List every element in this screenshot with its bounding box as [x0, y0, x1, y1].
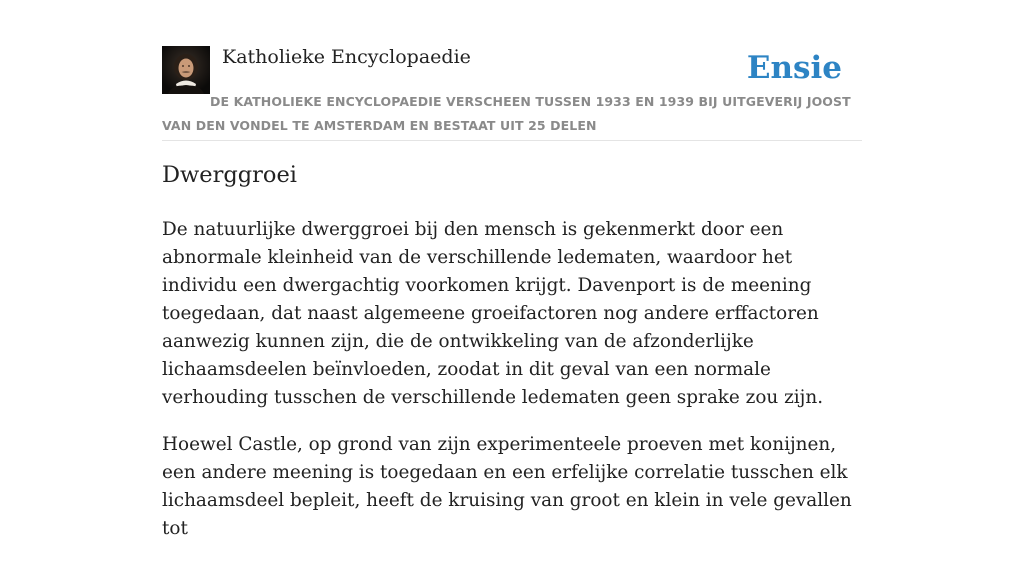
article-paragraph: Hoewel Castle, op grond van zijn experimenteele proeven met konijnen, een andere meening is toegedaan en een erfelijke correlatie tusschen elk lichaamsdeel bepleit, heeft de kruising van groot en klein in vele gevallen tot [162, 434, 852, 539]
site-tagline: DE KATHOLIEKE ENCYCLOPAEDIE VERSCHEEN TUSSEN 1933 EN 1939 BIJ UITGEVERIJ JOOST VAN DEN VONDEL TE AMSTERDAM EN BESTAAT UIT 25 DELEN [162, 94, 851, 133]
article-body [162, 216, 852, 562]
site-header [162, 46, 862, 141]
portrait-avatar-icon[interactable] [162, 46, 210, 94]
site-title[interactable]: Katholieke Encyclopaedie [222, 46, 471, 68]
article-paragraph: De natuurlijke dwerggroei bij den mensch is gekenmerkt door een abnormale kleinheid van de verschillende ledematen, waardoor het individu een dwergachtig voorkomen krijgt. Davenport is de meening toegedaan, dat naast algemeene groeifactoren nog andere erffactoren aanwezig kunnen zijn, die de ontwikkeling van de afzonderlijke lichaamsdeelen beïnvloeden, zoodat in dit geval van een normale verhouding tusschen de verschillende ledematen geen sprake zou zijn. [162, 219, 824, 408]
article-title: Dwerggroei [162, 162, 297, 188]
ensie-logo[interactable]: Ensie [746, 50, 842, 86]
